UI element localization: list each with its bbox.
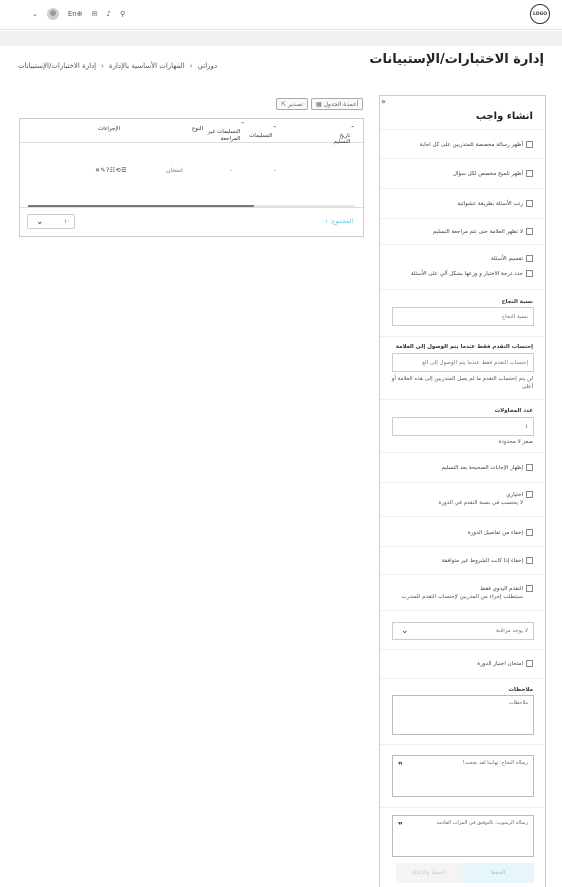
table-header (20, 119, 363, 143)
chevron-left-icon: ‹ (189, 62, 193, 70)
columns-icon: ▦ (315, 101, 322, 108)
notes-textarea[interactable]: ملاحظات (392, 695, 534, 735)
create-assignment-panel (379, 95, 546, 887)
attempts-hint: صفر لا محدودة (498, 439, 533, 445)
checkbox[interactable] (526, 270, 533, 277)
progress-threshold-hint: لن يتم إحتساب التقدم ما لم يصل المتدربين إلى هذه العلامة أو أعلى (391, 376, 533, 390)
divider (380, 744, 545, 745)
divider (380, 546, 545, 547)
language-label: En (67, 10, 77, 18)
option-custom-message[interactable] (420, 142, 533, 148)
language-switch[interactable] (68, 10, 83, 18)
breadcrumb-item-current: إدارة الاختبارات/الإستبيانات (18, 62, 97, 70)
col-actions: الإجراءات (98, 126, 120, 132)
save-button[interactable]: الحفظ (462, 863, 534, 883)
option-optional[interactable] (439, 492, 533, 506)
table-columns-button[interactable] (311, 98, 363, 110)
col-submissions-label: التسليمات (249, 133, 273, 139)
sub-bar (0, 31, 562, 46)
logo-text: LOGO (532, 11, 548, 17)
option-label: إخفاء من تفاصيل الدورة (467, 530, 523, 536)
review-select[interactable] (392, 622, 534, 640)
option-sub-label: سيتطلب إجراء من المدربين لإحتساب التقدم للمتدرب (401, 594, 523, 600)
export-button[interactable] (276, 98, 308, 110)
divider (380, 218, 545, 219)
page-size-select[interactable] (27, 214, 75, 229)
cell-type: امتحان (166, 167, 183, 174)
option-label: اختياري (506, 492, 523, 498)
mail-icon[interactable]: ✉ (91, 10, 98, 18)
option-sub-label: لا يحتسب في نسبة التقدم في الدورة (438, 500, 523, 506)
divider (380, 574, 545, 575)
checkbox[interactable] (526, 228, 533, 235)
option-custom-hint[interactable] (453, 171, 533, 177)
logo[interactable] (530, 4, 550, 24)
chevron-down-icon: ⌄ (401, 626, 409, 636)
checkbox[interactable] (526, 255, 533, 262)
user-menu (32, 8, 125, 20)
option-hide-grade[interactable] (433, 229, 533, 235)
cell-unreviewed: - (230, 167, 233, 174)
quote-icon: ❞ (398, 821, 403, 830)
globe-icon: ⊕ (76, 10, 83, 18)
chevron-left-icon: ‹ (101, 62, 104, 70)
success-message-placeholder: رسالة النجاح: تهانينا لقد نجحت! (462, 760, 528, 766)
checkbox[interactable] (526, 200, 533, 207)
divider (380, 188, 545, 189)
checkbox[interactable] (526, 491, 533, 498)
search-icon[interactable]: ⚲ (119, 10, 126, 18)
col-type: النوع (192, 126, 203, 132)
checkbox[interactable] (526, 464, 533, 471)
fail-message-textarea[interactable] (392, 815, 534, 857)
progress-threshold-input[interactable]: إحتساب التقدم فقط عندما يتم الوصول إلى الع (392, 353, 534, 372)
checkbox[interactable] (526, 141, 533, 148)
option-auto-grade[interactable] (411, 271, 533, 277)
assignments-table (19, 118, 364, 237)
notes-label: ملاحظات (508, 687, 533, 693)
col-unreviewed[interactable]: ⌃ التسليمات غير المراجعة (207, 122, 245, 142)
option-manual-progress[interactable] (401, 586, 533, 600)
divider (380, 610, 545, 611)
success-message-textarea[interactable] (392, 755, 534, 797)
option-label: إظهار الإجابات الصحيحة بعد التسليم (441, 465, 523, 471)
divider (380, 452, 545, 453)
page-size-value: ١٠ (64, 218, 71, 225)
breadcrumb (18, 62, 217, 70)
attempts-input[interactable]: ١ (392, 417, 534, 436)
pass-rate-input[interactable]: نسبة النجاح (392, 307, 534, 326)
divider (380, 399, 545, 400)
option-label: أظهر رسالة مخصصة للمتدربين على كل اجابة (419, 142, 523, 148)
progress-threshold-label: إحتساب التقدم فقط عندما يتم الوصول إلى العلامة (395, 344, 533, 350)
checkbox[interactable] (526, 585, 533, 592)
panel-title: انشاء واجب (475, 111, 533, 122)
option-show-answers[interactable] (441, 465, 533, 471)
avatar[interactable] (47, 8, 59, 20)
collapse-icon[interactable]: « (381, 97, 386, 106)
checkbox[interactable] (526, 170, 533, 177)
bell-icon[interactable]: ♪ (106, 10, 111, 18)
option-label: امتحان اجتياز الدورة (477, 661, 523, 667)
divider (380, 158, 545, 159)
col-unreviewed-label: التسليمات غير المراجعة (207, 129, 241, 142)
divider (380, 129, 545, 130)
chevron-down-icon: ⌄ (36, 217, 44, 227)
review-select-value: لا يوجد مراقبة (495, 628, 528, 634)
checkbox[interactable] (526, 529, 533, 536)
divider (380, 649, 545, 650)
divider (380, 482, 545, 483)
row-action-icons[interactable]: ✕✎?☷⟲☰ (95, 167, 128, 174)
option-hide-from-course[interactable] (468, 530, 533, 536)
option-label: رتب الأسئلة بطريقة عشوائية (457, 201, 523, 207)
page-title: إدارة الاختبارات/الإستبيانات (369, 52, 544, 67)
option-label: التقدم اليدوي فقط (480, 586, 523, 592)
table-footer (20, 207, 363, 237)
col-date-label: تاريخ التسليم (333, 133, 351, 145)
option-split-questions[interactable] (491, 256, 533, 262)
columns-label: أعمدة الجدول (323, 101, 359, 108)
divider (380, 807, 545, 808)
cell-submissions: - (274, 167, 277, 174)
divider (380, 336, 545, 337)
divider (380, 678, 545, 679)
option-course-exam[interactable] (477, 661, 533, 667)
checkbox[interactable] (526, 557, 533, 564)
option-label: إخفاء إذا كانت الشروط غير متوافقة (441, 558, 523, 564)
divider (380, 289, 545, 290)
total-count: المجموع: ١ (324, 218, 353, 225)
table-toolbar (276, 98, 363, 110)
quote-icon: ❞ (398, 761, 403, 770)
pass-rate-label: نسبة النجاح (501, 299, 533, 305)
fail-message-placeholder: رسالة الرسوب: بالتوفيق في المرات القادمة (436, 820, 528, 826)
export-icon: ⇱ (281, 101, 287, 108)
save-and-close-button[interactable]: الحفظ والإغلاق (396, 863, 462, 883)
col-date[interactable]: ⌃ تاريخ التسليم (333, 126, 355, 145)
option-random-order[interactable] (457, 201, 533, 207)
option-label: لا تظهر العلامة حتى تتم مراجعة التسليم (432, 229, 523, 235)
divider (380, 244, 545, 245)
col-submissions[interactable]: ⌃ التسليمات (249, 126, 277, 139)
option-label: تقسيم الأسئلة (491, 256, 523, 262)
option-label: حدد درجة الاختبار و وزعها بشكل آلي على الأسئلة (410, 271, 523, 277)
breadcrumb-item-course[interactable]: المهارات الأساسية بالإدارة (108, 62, 185, 70)
checkbox[interactable] (526, 660, 533, 667)
option-hide-if-unmet[interactable] (442, 558, 533, 564)
divider (380, 516, 545, 517)
breadcrumb-item-courses[interactable]: دوراتي (197, 62, 218, 70)
chevron-down-icon[interactable]: ⌄ (32, 10, 38, 18)
top-navbar (0, 0, 562, 30)
export-label: تصدير (287, 101, 303, 108)
attempts-label: عدد المحاولات (494, 408, 533, 414)
option-label: أظهر تلميح مخصص لكل سؤال (452, 171, 523, 177)
